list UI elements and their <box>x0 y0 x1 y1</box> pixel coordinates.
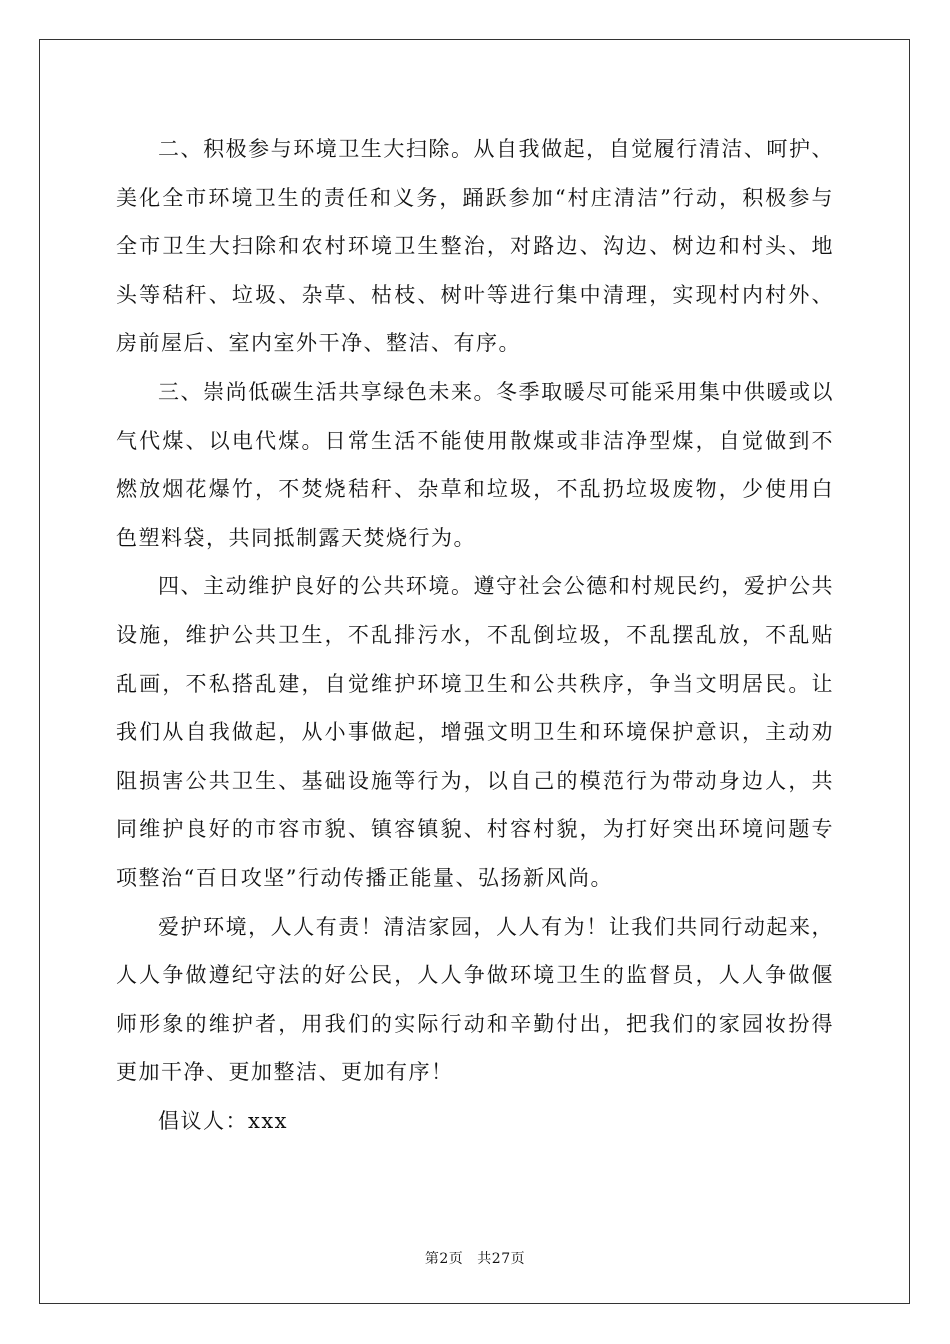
signature: 倡议人：xxx <box>158 1108 289 1133</box>
paragraph-low-carbon-living: 三、崇尚低碳生活共享绿色未来。冬季取暖尽可能采用集中供暖或以气代煤、以电代煤。日常生活不能使用散煤或非洁净型煤，自觉做到不燃放烟花爆竹，不焚烧秸秆、杂草和垃圾，不乱扔垃圾废物，少使用白色塑料袋，共同抵制露天焚烧行为。 <box>116 379 834 550</box>
paragraph-environment-cleanup: 二、积极参与环境卫生大扫除。从自我做起，自觉履行清洁、呵护、美化全市环境卫生的责任和义务，踊跃参加“村庄清洁”行动，积极参与全市卫生大扫除和农村环境卫生整治，对路边、沟边、树边和村头、地头等秸秆、垃圾、杂草、枯枝、树叶等进行集中清理，实现村内村外、房前屋后、室内室外干净、整洁、有序。 <box>116 137 834 356</box>
paragraph-call-to-action: 爱护环境，人人有责！清洁家园，人人有为！让我们共同行动起来，人人争做遵纪守法的好公民，人人争做环境卫生的监督员，人人争做偃师形象的维护者，用我们的实际行动和辛勤付出，把我们的家园妆扮得更加干净、更加整洁、更加有序！ <box>116 914 834 1085</box>
paragraph-public-environment: 四、主动维护良好的公共环境。遵守社会公德和村规民约，爱护公共设施，维护公共卫生，不乱排污水，不乱倒垃圾，不乱摆乱放，不乱贴乱画，不私搭乱建，自觉维护环境卫生和公共秩序，争当文明居民。让我们从自我做起，从小事做起，增强文明卫生和环境保护意识，主动劝阻损害公共卫生、基础设施等行为，以自己的模范行为带动身边人，共同维护良好的市容市貌、镇容镇貌、村容村貌，为打好突出环境问题专项整治“百日攻坚”行动传播正能量、弘扬新风尚。 <box>116 574 834 890</box>
page-footer <box>0 1248 950 1268</box>
page-number: 第2页 <box>424 1251 464 1267</box>
document-body <box>116 125 834 1145</box>
total-pages: 共27页 <box>477 1251 526 1267</box>
